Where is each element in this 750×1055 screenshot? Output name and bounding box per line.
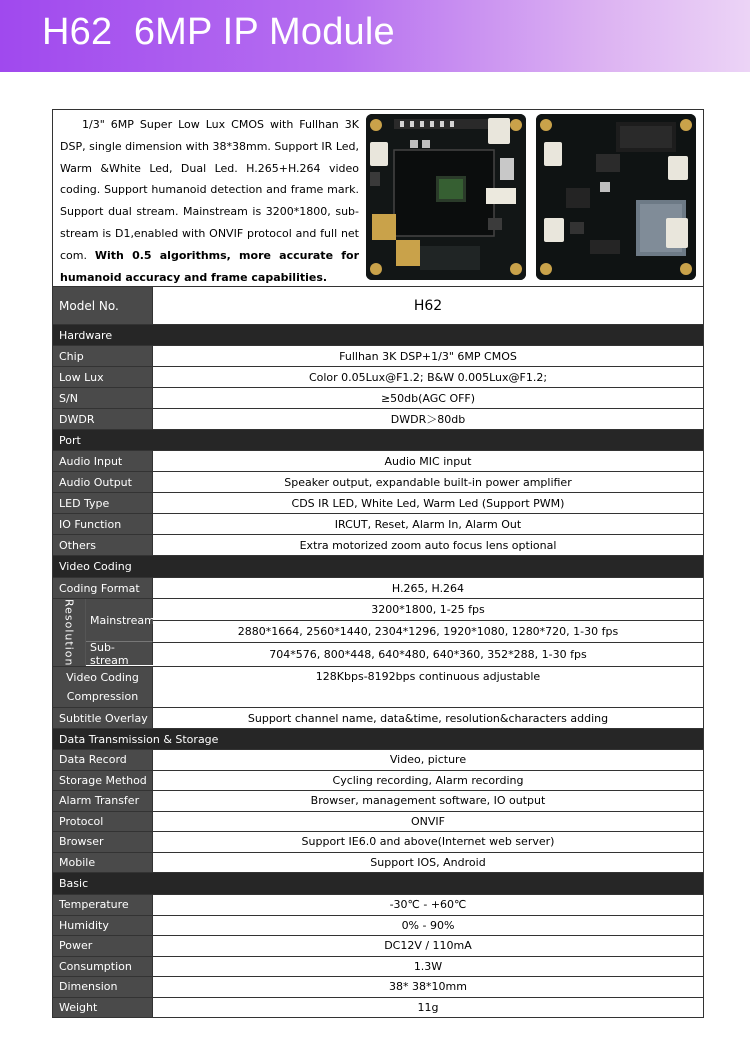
spec-label: Low Lux: [53, 367, 153, 387]
row-browser: [53, 832, 703, 853]
spec-sheet: [52, 109, 704, 1018]
spec-label: Consumption: [53, 957, 153, 977]
row-dimension: [53, 977, 703, 998]
spec-value: Color 0.05Lux@F1.2; B&W 0.005Lux@F1.2;: [308, 370, 548, 384]
intro-text: 1/3" 6MP Super Low Lux CMOS with Fullhan 3K DSP, single dimension with 38*38mm. Support IR Led, Warm &White Led, Dual Led. H.265+H.264 video coding. Support humanoid detection and frame mark. Support dual stream. Mainstream is 3200*1800, sub-stream is D1,enabled with ONVIF protocol and full net com.: [60, 118, 359, 262]
spec-label: Chip: [53, 346, 153, 366]
model-value: H62: [413, 297, 443, 314]
spec-value: 11g: [417, 1000, 439, 1014]
spec-label: Others: [53, 535, 153, 555]
row-others: [53, 535, 703, 556]
spec-label: Alarm Transfer: [53, 791, 153, 811]
mainstream-value-primary: 3200*1800, 1-25 fps: [153, 599, 703, 621]
spec-label: IO Function: [53, 514, 153, 534]
spec-value: 0% - 90%: [401, 918, 455, 932]
spec-label: S/N: [53, 388, 153, 408]
spec-value: 128Kbps-8192bps continuous adjustable: [315, 670, 541, 683]
row-audio-output: [53, 472, 703, 493]
row-subtitle-overlay: [53, 708, 703, 729]
resolution-block: [53, 599, 703, 667]
section-port: Port: [53, 430, 703, 451]
spec-label: Dimension: [53, 977, 153, 997]
spec-value: Video, picture: [389, 753, 467, 767]
row-chip: [53, 346, 703, 367]
product-photos: [366, 114, 699, 280]
spec-label: Browser: [53, 832, 153, 852]
row-low-lux: [53, 367, 703, 388]
substream-value: 704*576, 800*448, 640*480, 640*360, 352*288, 1-30 fps: [269, 648, 587, 661]
model-label: Model No.: [53, 287, 153, 324]
spec-value: ONVIF: [411, 814, 445, 828]
spec-label: Coding Format: [53, 578, 153, 598]
row-coding-format: [53, 578, 703, 599]
section-data-storage: Data Transmission & Storage: [53, 729, 703, 750]
spec-value: Support IE6.0 and above(Internet web server): [301, 835, 555, 849]
intro-highlight: With 0.5 algorithms, more accurate for humanoid accuracy and frame capabilities.: [60, 248, 359, 284]
row-temperature: [53, 895, 703, 916]
row-storage-method: [53, 771, 703, 792]
row-audio-input: [53, 451, 703, 472]
spec-label: Data Record: [53, 750, 153, 770]
row-video-compression: [53, 667, 703, 708]
spec-value: ≥50db(AGC OFF): [380, 391, 476, 405]
section-video-coding: Video Coding: [53, 556, 703, 578]
spec-value: 38* 38*10mm: [389, 980, 467, 994]
row-power: [53, 936, 703, 957]
spec-value: -30℃ - +60℃: [389, 898, 467, 912]
spec-label: LED Type: [53, 493, 153, 513]
spec-value: Audio MIC input: [384, 454, 472, 468]
spec-value: Extra motorized zoom auto focus lens optional: [299, 538, 557, 552]
mainstream-label: Mainstream: [86, 599, 153, 642]
row-model: [53, 287, 703, 325]
row-led-type: [53, 493, 703, 514]
spec-value: Speaker output, expandable built-in power amplifier: [284, 475, 572, 489]
row-io-function: [53, 514, 703, 535]
spec-label: Subtitle Overlay: [53, 708, 153, 728]
row-dwdr: [53, 409, 703, 430]
section-basic: Basic: [53, 873, 703, 895]
spec-value: DC12V / 110mA: [384, 939, 472, 953]
row-mobile: [53, 853, 703, 874]
spec-value: 1.3W: [413, 959, 443, 973]
spec-label: Audio Input: [53, 451, 153, 471]
row-consumption: [53, 957, 703, 978]
board-back-photo: [536, 114, 696, 280]
spec-label: Weight: [53, 998, 153, 1018]
spec-label: Mobile: [53, 853, 153, 873]
spec-value: Fullhan 3K DSP+1/3" 6MP CMOS: [339, 349, 517, 363]
intro-section: [53, 110, 703, 287]
row-humidity: [53, 916, 703, 937]
resolution-label: Resolution: [53, 599, 86, 666]
mainstream-value-secondary: 2880*1664, 2560*1440, 2304*1296, 1920*1080, 1280*720, 1-30 fps: [153, 621, 703, 643]
spec-label: Audio Output: [53, 472, 153, 492]
spec-label: Protocol: [53, 812, 153, 832]
substream-label: Sub-stream: [86, 642, 153, 665]
spec-value: DWDR＞80db: [390, 413, 466, 426]
spec-value: H.265, H.264: [391, 581, 465, 595]
spec-label: Humidity: [53, 916, 153, 936]
spec-value: IRCUT, Reset, Alarm In, Alarm Out: [334, 517, 522, 531]
spec-label: Power: [53, 936, 153, 956]
row-protocol: [53, 812, 703, 833]
spec-value: Support channel name, data&time, resolution&characters adding: [247, 711, 609, 725]
spec-value: Cycling recording, Alarm recording: [332, 773, 524, 787]
spec-value: Support IOS, Android: [370, 855, 486, 869]
row-weight: [53, 998, 703, 1018]
section-hardware: Hardware: [53, 325, 703, 346]
spec-label: Temperature: [53, 895, 153, 915]
page-title: H62 6MP IP Module: [42, 11, 395, 53]
intro-description: [60, 114, 359, 288]
spec-value: Browser, management software, IO output: [310, 794, 546, 808]
spec-label: Storage Method: [53, 771, 153, 791]
spec-value: CDS IR LED, White Led, Warm Led (Support PWM): [291, 496, 565, 510]
row-data-record: [53, 750, 703, 771]
spec-label: DWDR: [53, 409, 153, 429]
title-banner: [0, 0, 750, 72]
compression-label: Video Coding Compression: [53, 667, 153, 707]
row-sn: [53, 388, 703, 409]
board-front-photo: [366, 114, 526, 280]
row-alarm-transfer: [53, 791, 703, 812]
